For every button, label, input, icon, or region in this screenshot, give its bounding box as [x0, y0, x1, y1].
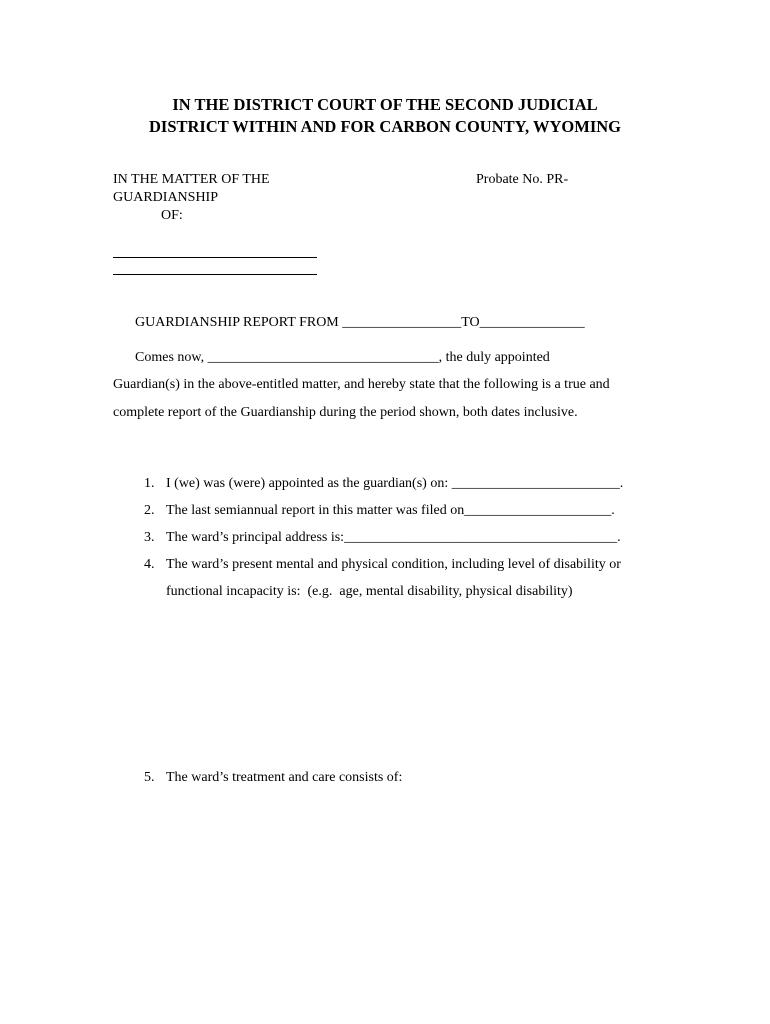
list-item-number: 4.	[144, 557, 155, 572]
list-item-continuation	[152, 565, 573, 619]
list-item-text: The ward’s present mental and physical condition, including level of disability or	[166, 557, 621, 572]
list-item	[130, 751, 402, 805]
caption-line-2: GUARDIANSHIP	[113, 190, 219, 205]
list-item-text: The ward’s treatment and care consists of:	[166, 770, 403, 785]
list-item-text: The ward’s principal address is:_______________________________________.	[166, 530, 621, 545]
body-paragraph-line-2: Guardian(s) in the above-entitled matter, and hereby state that the following is a true and	[113, 377, 610, 392]
probate-number: Probate No. PR-	[476, 172, 569, 187]
list-item-number: 3.	[144, 530, 155, 545]
court-title-line-2: DISTRICT WITHIN AND FOR CARBON COUNTY, WYOMING	[148, 117, 621, 136]
list-item-text: I (we) was (were) appointed as the guardian(s) on: ________________________.	[166, 476, 624, 491]
ward-name-line-1	[113, 257, 317, 258]
caption-line-1: IN THE MATTER OF THE	[113, 172, 270, 187]
body-paragraph-line-1: Comes now, _________________________________, the duly appointed	[135, 350, 550, 365]
list-item-number: 5.	[144, 770, 155, 785]
caption-line-3: OF:	[161, 208, 183, 223]
court-title-line-1: IN THE DISTRICT COURT OF THE SECOND JUDICIAL	[172, 95, 598, 114]
list-item-number: 1.	[144, 476, 155, 491]
case-caption	[113, 171, 270, 225]
report-period-heading: GUARDIANSHIP REPORT FROM _________________TO_______________	[135, 315, 585, 330]
list-item-text: The last semiannual report in this matter was filed on_____________________.	[166, 503, 615, 518]
list-item-number: 2.	[144, 503, 155, 518]
body-paragraph-line-3: complete report of the Guardianship during the period shown, both dates inclusive.	[113, 405, 578, 420]
ward-name-line-2	[113, 274, 317, 275]
list-item-text: functional incapacity is: (e.g. age, mental disability, physical disability)	[166, 584, 573, 599]
